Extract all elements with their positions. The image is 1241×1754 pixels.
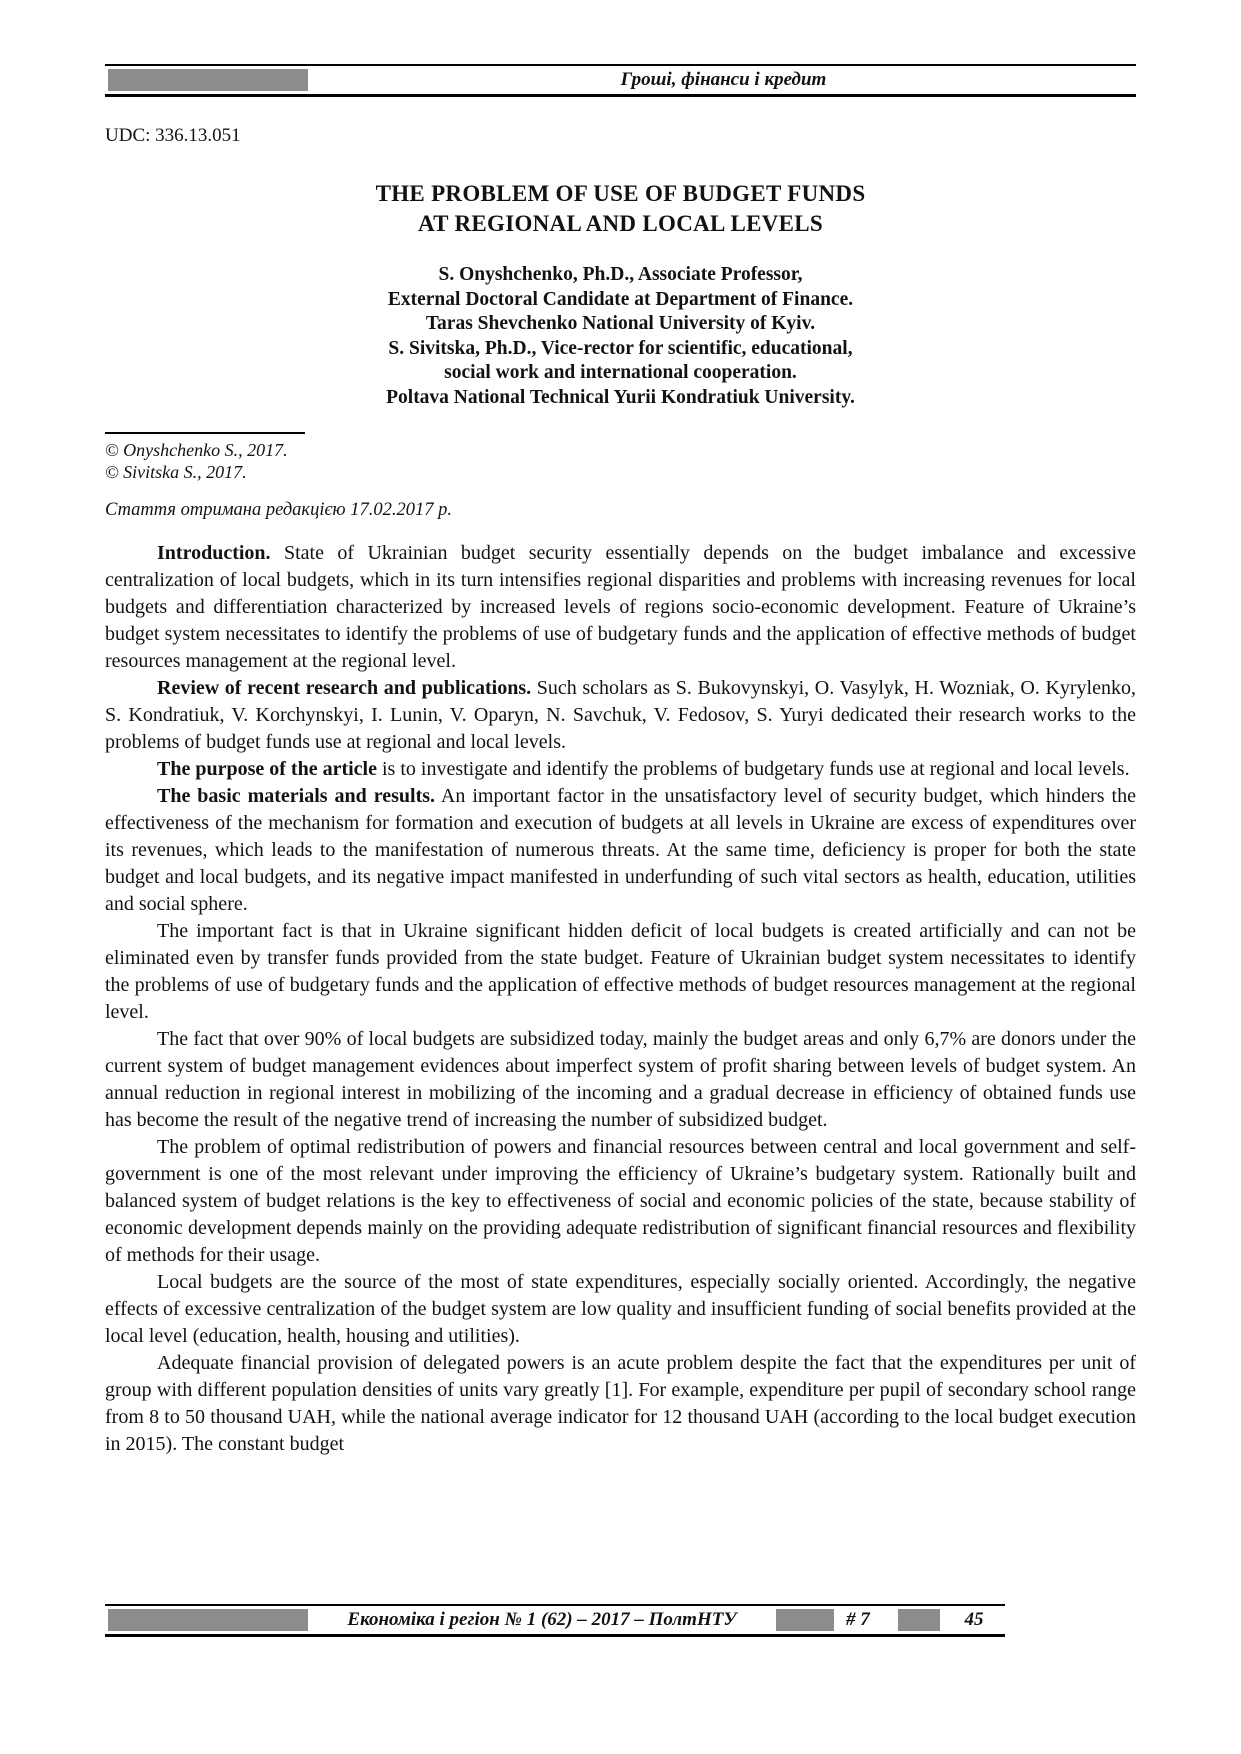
author-line: S. Sivitska, Ph.D., Vice-rector for scientific, educational, [388, 337, 853, 359]
footer-decoration-block [776, 1609, 834, 1631]
paragraph-text: An important factor in the unsatisfactory level of security budget, which hinders the effectiveness of the mechanism for formation and execution of budgets at all levels in Ukraine are excess of expenditures over its revenues, which leads to the manifestation of numerous threats. At the same time, deficiency is proper for both the state budget and local budgets, and its negative impact manifested in underfunding of such vital sectors as health, education, utilities and social sphere. [105, 785, 1136, 915]
paragraph-text: Adequate financial provision of delegated powers is an acute problem despite the fact that the expenditures per unit of group with different population densities of units vary greatly [1]. For example, expenditure per pupil of secondary school range from 8 to 50 thousand UAH, while the national average indicator for 12 thousand UAH (according to the local budget execution in 2015). The constant budget [105, 1352, 1136, 1455]
footnote-separator [105, 432, 305, 434]
copyright-line: © Onyshchenko S., 2017. [105, 440, 288, 460]
article-title [105, 179, 1136, 239]
footer-page-number: 45 [964, 1609, 984, 1630]
article-title-line-2: AT REGIONAL AND LOCAL LEVELS [417, 211, 824, 236]
header-decoration-block [108, 69, 308, 91]
article-title-line-1: THE PROBLEM OF USE OF BUDGET FUNDS [375, 181, 866, 206]
copyright-block [105, 432, 1136, 483]
body-paragraph [105, 756, 1136, 783]
copyright-line: © Sivitska S., 2017. [105, 462, 247, 482]
body-paragraph [105, 675, 1136, 756]
paragraph-text: State of Ukrainian budget security essentially depends on the budget imbalance and excessive centralization of local budgets, which in its turn intensifies regional disparities and problems with increasing revenues for local budgets and differentiation characterized by increased levels of regions socio-economic development. Feature of Ukraine’s budget system necessitates to identify the problems of use of budgetary funds and the application of effective methods of budget resources management at the regional level. [105, 542, 1136, 672]
authors-block [105, 263, 1136, 410]
received-note: Стаття отримана редакцією 17.02.2017 р. [105, 500, 452, 520]
body-paragraph [105, 1026, 1136, 1134]
paragraph-lead: The basic materials and results. [157, 785, 436, 807]
article-body [105, 540, 1136, 1458]
paragraph-text: The fact that over 90% of local budgets are subsidized today, mainly the budget areas and only 6,7% are donors under the current system of budget management evidences about imperfect system of profit sharing between levels of budget system. An annual reduction in regional interest in mobilizing of the incoming and a gradual decrease in efficiency of obtained funds use has become the result of the negative trend of increasing the number of subsidized budget. [105, 1028, 1136, 1131]
body-paragraph [105, 1134, 1136, 1269]
paragraph-lead: The purpose of the article [157, 758, 377, 780]
paragraph-text: is to investigate and identify the problems of budgetary funds use at regional and local levels. [376, 758, 1130, 780]
body-paragraph [105, 1350, 1136, 1458]
footer-decoration-block [108, 1609, 308, 1631]
footer-band [105, 1604, 1005, 1637]
paragraph-lead: Introduction. [157, 542, 271, 564]
author-line: Poltava National Technical Yurii Kondratiuk University. [386, 386, 855, 408]
paragraph-text: The important fact is that in Ukraine significant hidden deficit of local budgets is created artificially and can not be eliminated even by transfer funds provided from the state budget. Feature of Ukrainian budget system necessitates to identify the problems of use of budgetary funds and the application of effective methods of budget resources management at the regional level. [105, 920, 1136, 1023]
body-paragraph [105, 540, 1136, 675]
body-paragraph [105, 1269, 1136, 1350]
footer-decoration-block [898, 1609, 940, 1631]
body-paragraph [105, 783, 1136, 918]
author-line: S. Onyshchenko, Ph.D., Associate Professor, [438, 264, 803, 285]
footer-issue-mark: # 7 [846, 1609, 870, 1630]
footer-journal-line: Економіка і регіон № 1 (62) – 2017 – ПолтНТУ [347, 1609, 737, 1630]
paragraph-lead: Review of recent research and publications. [157, 677, 532, 699]
udc-code: UDC: 336.13.051 [105, 125, 241, 146]
author-line: social work and international cooperation. [444, 362, 797, 383]
body-paragraph [105, 918, 1136, 1026]
author-line: External Doctoral Candidate at Department of Finance. [387, 288, 854, 310]
paragraph-text: Such scholars as S. Bukovynskyi, O. Vasylyk, H. Wozniak, O. Kyrylenko, S. Kondratiuk, V. Korchynskyi, I. Lunin, V. Oparyn, N. Savchuk, V. Fedosov, S. Yuryi dedicated their research works to the problems of budget funds use at regional and local levels. [105, 677, 1136, 753]
paragraph-text: Local budgets are the source of the most of state expenditures, especially socially oriented. Accordingly, the negative effects of excessive centralization of the budget system are low quality and insufficient funding of social benefits provided at the local level (education, health, housing and utilities). [105, 1271, 1136, 1347]
author-line: Taras Shevchenko National University of Kyiv. [425, 313, 816, 334]
header-band [105, 64, 1136, 97]
journal-section-title: Гроші, фінанси і кредит [620, 69, 827, 90]
paragraph-text: The problem of optimal redistribution of powers and financial resources between central and local government and self-government is one of the most relevant under improving the efficiency of Ukraine’s budgetary system. Rationally built and balanced system of budget relations is the key to effectiveness of social and economic policies of the state, because stability of economic development depends mainly on the providing adequate redistribution of significant financial resources and flexibility of methods for their usage. [105, 1136, 1136, 1266]
